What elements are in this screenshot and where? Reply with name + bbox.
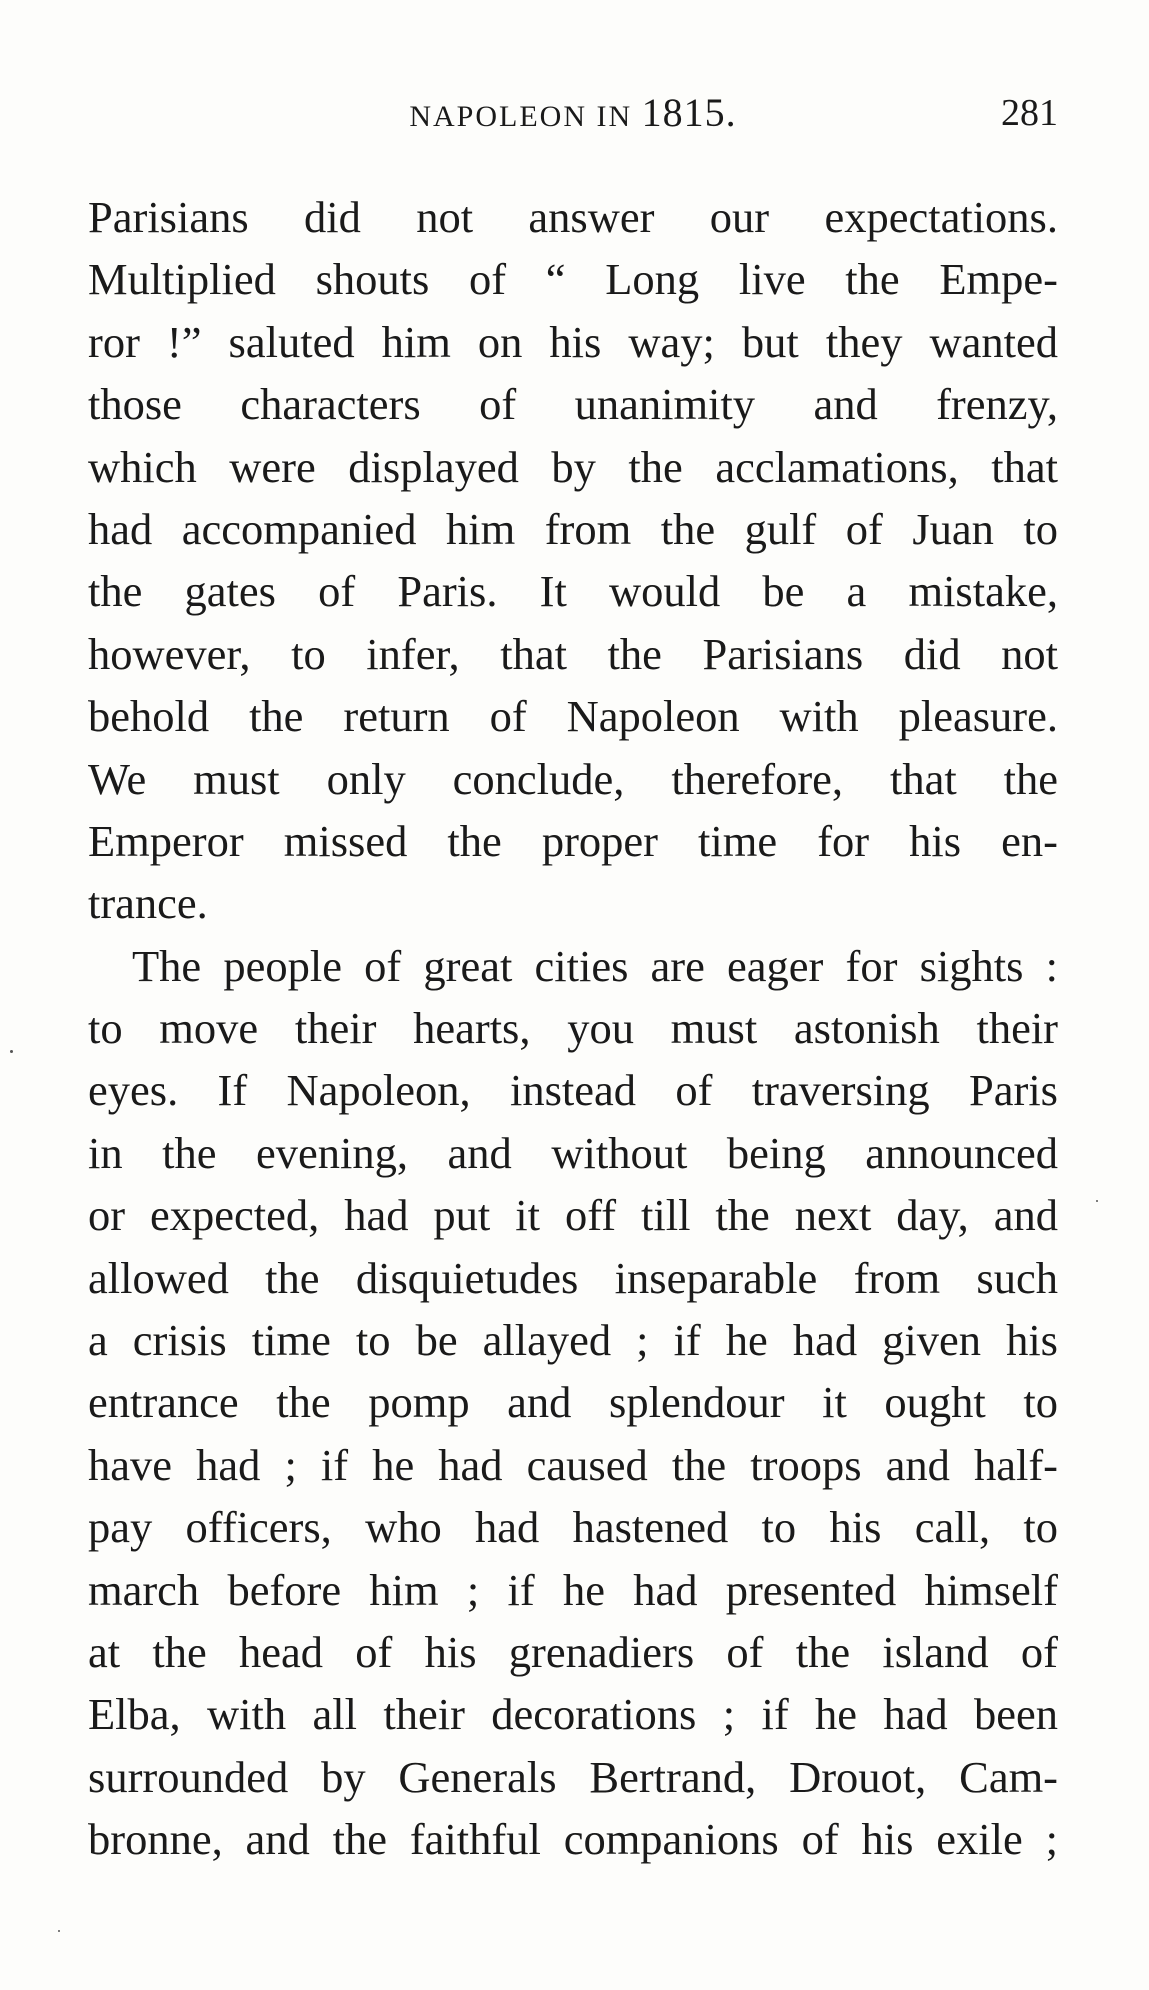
text-line: to move their hearts, you must astonish their [88, 1003, 1058, 1054]
text-line: have had ; if he had caused the troops and half- [88, 1439, 1058, 1490]
text-line: entrance the pomp and splendour it ought to [88, 1377, 1058, 1428]
text-line: the gates of Paris. It would be a mistake, [88, 566, 1058, 617]
text-line: those characters of unanimity and frenzy, [88, 379, 1058, 430]
running-head [88, 88, 1058, 138]
text-line: Elba, with all their decorations ; if he had been [88, 1689, 1058, 1740]
text-line: behold the return of Napoleon with pleasure. [88, 691, 1058, 742]
text-line: Parisians did not answer our expectations. [88, 192, 1058, 242]
text-line: trance. [88, 878, 208, 929]
text-line: in the evening, and without being announced [88, 1127, 1058, 1178]
body-text [88, 186, 1058, 1871]
text-line: which were displayed by the acclamations, that [88, 441, 1058, 492]
running-title-text: NAPOLEON IN [409, 100, 633, 133]
text-line: had accompanied him from the gulf of Juan to [88, 503, 1058, 554]
text-line: The people of great cities are eager for sights : [132, 940, 1058, 991]
text-line: at the head of his grenadiers of the island of [88, 1626, 1058, 1677]
text-line: or expected, had put it off till the next day, and [88, 1190, 1058, 1241]
text-line: march before him ; if he had presented himself [88, 1564, 1058, 1615]
paper-speck [58, 1930, 60, 1932]
text-line: Emperor missed the proper time for his en- [88, 815, 1058, 866]
text-line: bronne, and the faithful companions of his exile ; [88, 1814, 1058, 1865]
running-title-year: 1815. [641, 90, 737, 135]
paragraph-2 [88, 935, 1058, 1871]
text-line: surrounded by Generals Bertrand, Drouot, Cam- [88, 1751, 1058, 1802]
text-line: however, to infer, that the Parisians did not [88, 628, 1058, 679]
text-line: allowed the disquietudes inseparable from such [88, 1252, 1058, 1303]
text-line: pay officers, who had hastened to his call, to [88, 1502, 1058, 1553]
paper-speck [1096, 1200, 1098, 1202]
text-line: a crisis time to be allayed ; if he had given his [88, 1315, 1058, 1366]
text-line: ror !” saluted him on his way; but they wanted [88, 316, 1058, 367]
page-number: 281 [1001, 92, 1058, 134]
text-line: eyes. If Napoleon, instead of traversing Paris [88, 1065, 1058, 1116]
paper-speck [10, 1050, 13, 1053]
paragraph-1 [88, 186, 1058, 935]
text-line: Multiplied shouts of “ Long live the Empe- [88, 254, 1058, 305]
text-line: We must only conclude, therefore, that the [88, 753, 1058, 804]
running-title [88, 88, 1058, 142]
